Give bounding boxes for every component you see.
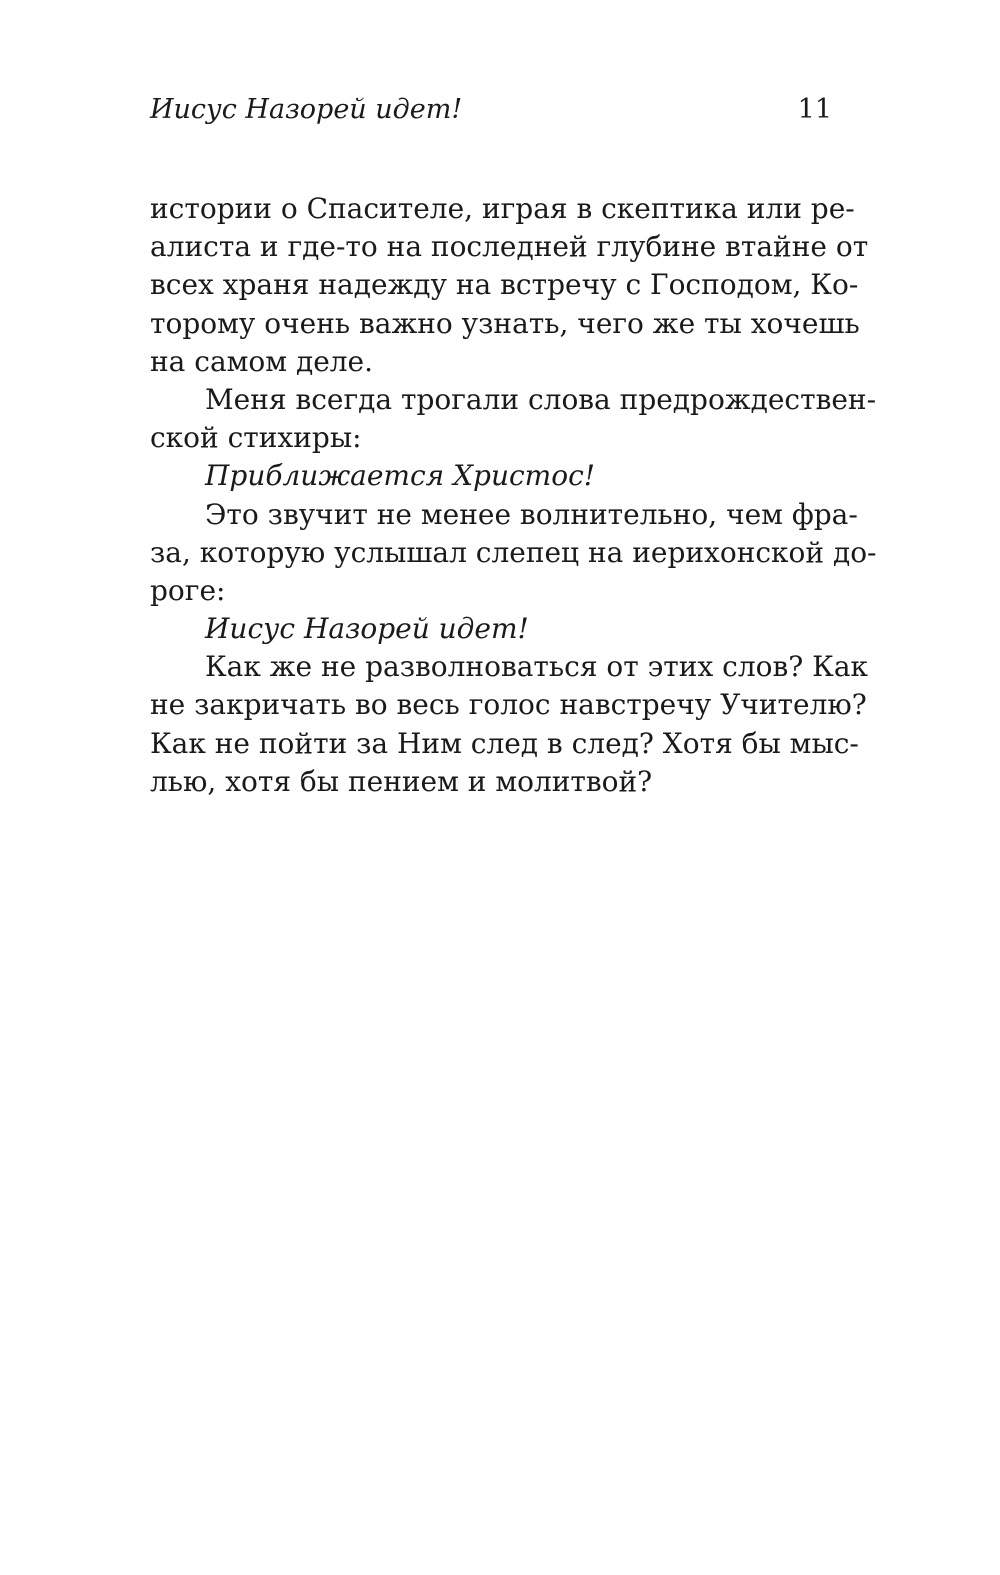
text-line: Как же не разволноваться от этих слов? Как [205, 650, 869, 684]
text-line: торому очень важно узнать, чего же ты хочешь [150, 306, 860, 340]
text-line: роге: [150, 573, 226, 607]
text-line: лью, хотя бы пением и молитвой? [150, 764, 653, 798]
text-line: на самом деле. [150, 344, 374, 378]
text-line: алиста и где-то на последней глубине втайне от [150, 230, 869, 264]
text-line: Это звучит не менее волнительно, чем фра- [205, 497, 858, 531]
text-line: Меня всегда трогали слова предрождествен- [205, 382, 877, 416]
quoted-line: Приближается Христос! [205, 459, 596, 493]
text-line: ской стихиры: [150, 421, 362, 455]
text-line: Как не пойти за Ним след в след? Хотя бы мыс- [150, 726, 859, 760]
body-text [150, 190, 877, 801]
running-header [150, 88, 832, 132]
running-header-title: Иисус Назорей идет! [150, 94, 463, 125]
text-line: за, которую услышал слепец на иерихонской до- [150, 535, 877, 569]
text-line: не закричать во весь голос навстречу Учителю? [150, 688, 867, 722]
quoted-line: Иисус Назорей идет! [205, 612, 529, 646]
page-number: 11 [797, 94, 832, 125]
text-line: всех храня надежду на встречу с Господом, Ко- [150, 268, 859, 302]
text-line: истории о Спасителе, играя в скептика или ре- [150, 192, 855, 225]
